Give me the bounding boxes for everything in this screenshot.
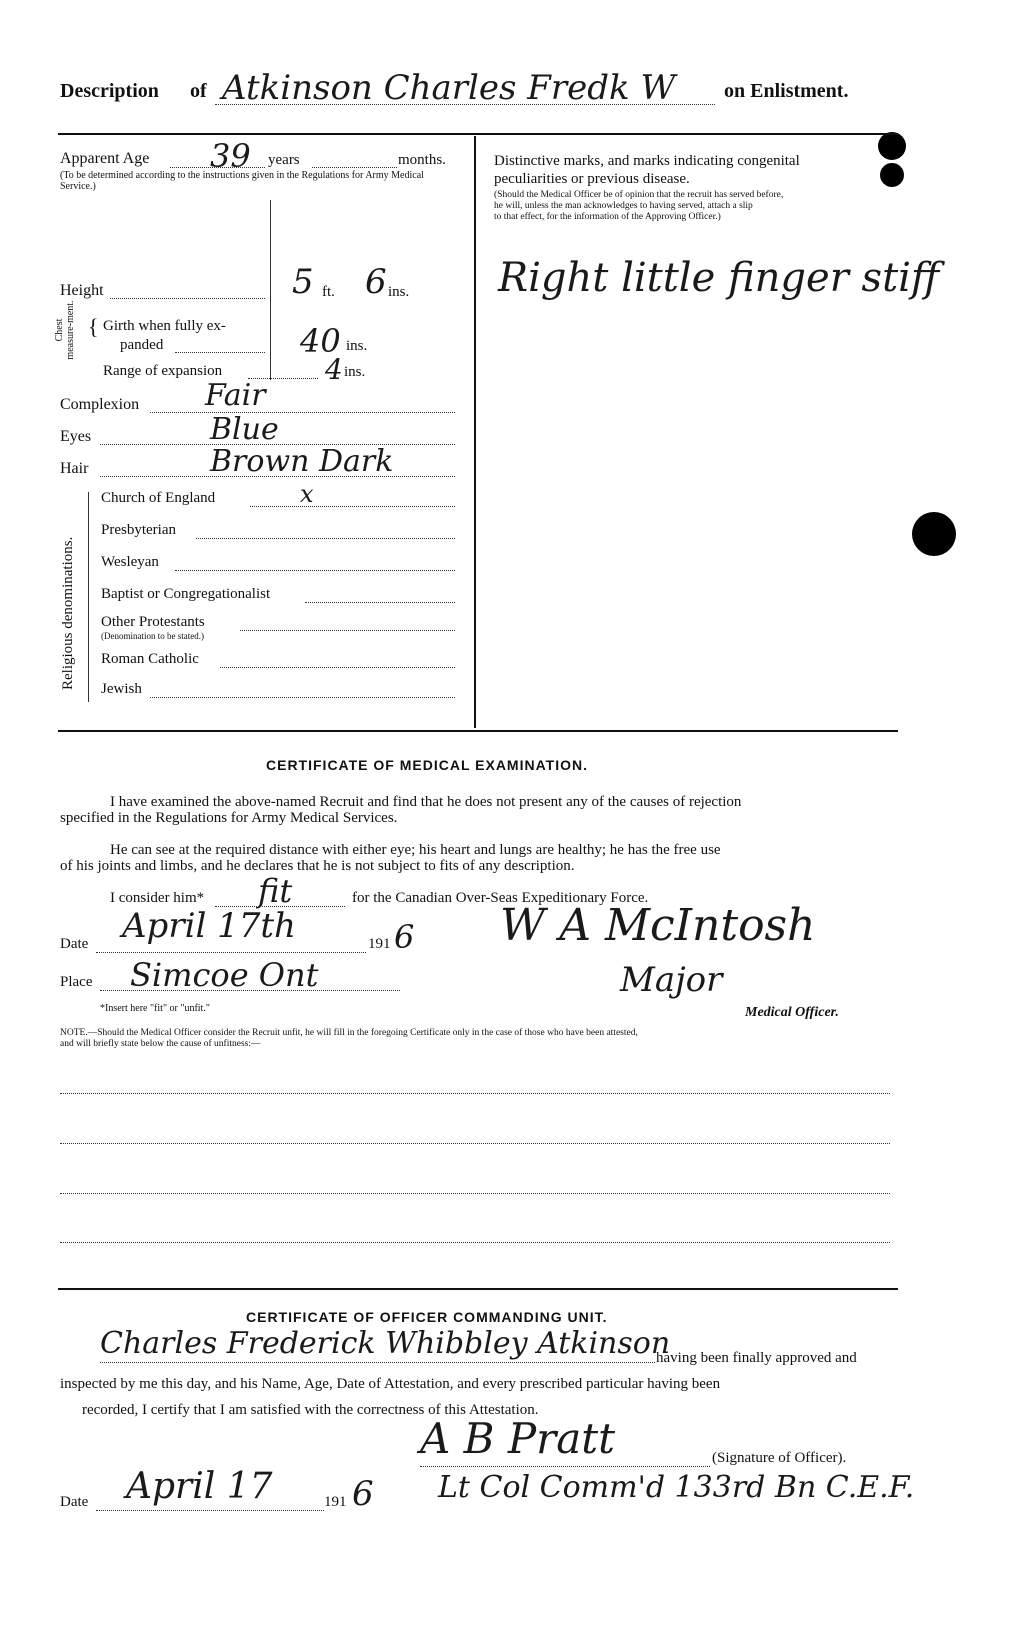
hair-value: Brown Dark	[210, 444, 394, 479]
insert-note: *Insert here "fit" or "unfit."	[100, 1003, 210, 1014]
medical-para1-line1: I have examined the above-named Recruit and find that he does not present any of the causes of rejection	[110, 794, 742, 810]
girth-ins-label: ins.	[346, 338, 368, 354]
religion-other-protestants: Other Protestants	[101, 614, 205, 630]
commanding-line1-end: having been finally approved and	[656, 1350, 857, 1366]
inner-divider	[270, 200, 271, 380]
religion-jewish: Jewish	[101, 681, 142, 697]
girth-label-2: panded	[120, 337, 164, 353]
religion-mark: x	[300, 480, 314, 508]
medical-date-label: Date	[60, 936, 89, 952]
commanding-year-suffix: 6	[352, 1474, 374, 1514]
medical-title: CERTIFICATE OF MEDICAL EXAMINATION.	[266, 757, 588, 773]
months-label: months.	[398, 152, 446, 168]
range-ins-label: ins.	[344, 364, 366, 380]
complexion-label: Complexion	[60, 396, 140, 413]
eyes-value: Blue	[210, 412, 279, 447]
marks-label-2: peculiarities or previous disease.	[494, 171, 690, 187]
consider-label: I consider him*	[110, 890, 205, 906]
medical-para1-line2: specified in the Regulations for Army Medical Services.	[60, 810, 398, 826]
section-rule	[58, 730, 898, 732]
girth-value: 40	[300, 322, 341, 360]
recruit-name: Atkinson Charles Fredk W	[222, 68, 676, 108]
marks-note-1: (Should the Medical Officer be of opinion that the recruit has served before,	[494, 190, 784, 200]
unfit-reason-line-2	[60, 1143, 890, 1144]
apparent-age-label: Apparent Age	[60, 150, 150, 167]
religion-wesleyan: Wesleyan	[101, 554, 159, 570]
religion-bracket	[88, 492, 89, 702]
other-protestants-note: (Denomination to be stated.)	[101, 631, 204, 641]
range-label: Range of expansion	[103, 363, 223, 379]
medical-officer-label: Medical Officer.	[745, 1005, 839, 1020]
commanding-date-label: Date	[60, 1494, 89, 1510]
column-divider	[474, 136, 476, 728]
unfit-note-line1: NOTE.—Should the Medical Officer consider the Recruit unfit, he will fill in the foregoing Certificate only in the case of those who have been attested,	[60, 1028, 638, 1038]
place-label: Place	[60, 974, 93, 990]
chest-side-label: Chest measure-ment.	[54, 300, 76, 360]
marks-note-2: he will, unless the man acknowledges to having served, attach a slip	[494, 201, 753, 211]
medical-date-value: April 17th	[122, 906, 296, 946]
years-label: years	[268, 152, 300, 168]
religion-presbyterian: Presbyterian	[101, 522, 176, 538]
age-note: (To be determined according to the instructions given in the Regulations for Army Medical Service.)	[60, 170, 424, 192]
commanding-line2: inspected by me this day, and his Name, Age, Date of Attestation, and every prescribed particular having been	[60, 1376, 721, 1392]
chest-brace: {	[88, 314, 99, 339]
hair-label: Hair	[60, 460, 89, 477]
section-rule-2	[58, 1288, 898, 1290]
commanding-date-value: April 17	[126, 1466, 273, 1507]
height-in-value: 6	[365, 262, 387, 302]
ins-label: ins.	[388, 284, 410, 300]
commanding-year-prefix: 191	[324, 1494, 347, 1510]
marks-label-1: Distinctive marks, and marks indicating congenital	[494, 153, 800, 169]
religious-side-label: Religious denominations.	[60, 536, 76, 690]
for-force-label: for the Canadian Over-Seas Expeditionary Force.	[352, 890, 649, 906]
place-value: Simcoe Ont	[130, 956, 319, 994]
commanding-signature: A B Pratt	[420, 1414, 616, 1463]
top-rule	[58, 133, 898, 135]
of-label: of	[190, 80, 207, 102]
religion-church-of-england: Church of England	[101, 490, 216, 506]
unfit-reason-line-4	[60, 1242, 890, 1243]
commanding-line3: recorded, I certify that I am satisfied with the correctness of this Attestation.	[82, 1402, 539, 1418]
height-label: Height	[60, 282, 104, 299]
medical-para2-line1: He can see at the required distance with either eye; his heart and lungs are healthy; he has the free use	[110, 842, 721, 858]
punch-hole	[912, 512, 956, 556]
medical-officer-rank: Major	[620, 960, 723, 1000]
girth-label: Girth when fully ex-	[103, 318, 226, 334]
religion-baptist: Baptist or Congregationalist	[101, 586, 271, 602]
unfit-reason-line-3	[60, 1193, 890, 1194]
commanding-rank: Lt Col Comm'd 133rd Bn C.E.F.	[438, 1470, 915, 1505]
commanding-title: CERTIFICATE OF OFFICER COMMANDING UNIT.	[246, 1309, 608, 1325]
distinctive-marks-value: Right little finger stiff	[498, 255, 940, 301]
medical-para2-line2: of his joints and limbs, and he declares that he is not subject to fits of any description.	[60, 858, 575, 874]
ft-label: ft.	[322, 284, 335, 300]
consider-value: fit	[258, 872, 293, 910]
punch-hole	[880, 163, 904, 187]
complexion-value: Fair	[205, 378, 266, 413]
description-label: Description	[60, 80, 159, 102]
religion-roman-catholic: Roman Catholic	[101, 651, 199, 667]
medical-year-suffix: 6	[394, 918, 415, 956]
eyes-label: Eyes	[60, 428, 92, 445]
marks-note-3: to that effect, for the information of the Approving Officer.)	[494, 212, 721, 222]
height-ft-value: 5	[292, 262, 314, 302]
punch-hole	[878, 132, 906, 160]
signature-of-officer-label: (Signature of Officer).	[712, 1450, 847, 1466]
medical-year-prefix: 191	[368, 936, 391, 952]
apparent-age-value: 39	[210, 137, 251, 175]
medical-officer-signature: W A McIntosh	[500, 900, 816, 951]
unfit-reason-line-1	[60, 1093, 890, 1094]
commanding-recruit-name: Charles Frederick Whibbley Atkinson	[100, 1326, 671, 1361]
range-value: 4	[325, 353, 343, 386]
unfit-note-line2: and will briefly state below the cause of unfitness:—	[60, 1039, 261, 1049]
on-enlistment-label: on Enlistment.	[724, 80, 849, 102]
